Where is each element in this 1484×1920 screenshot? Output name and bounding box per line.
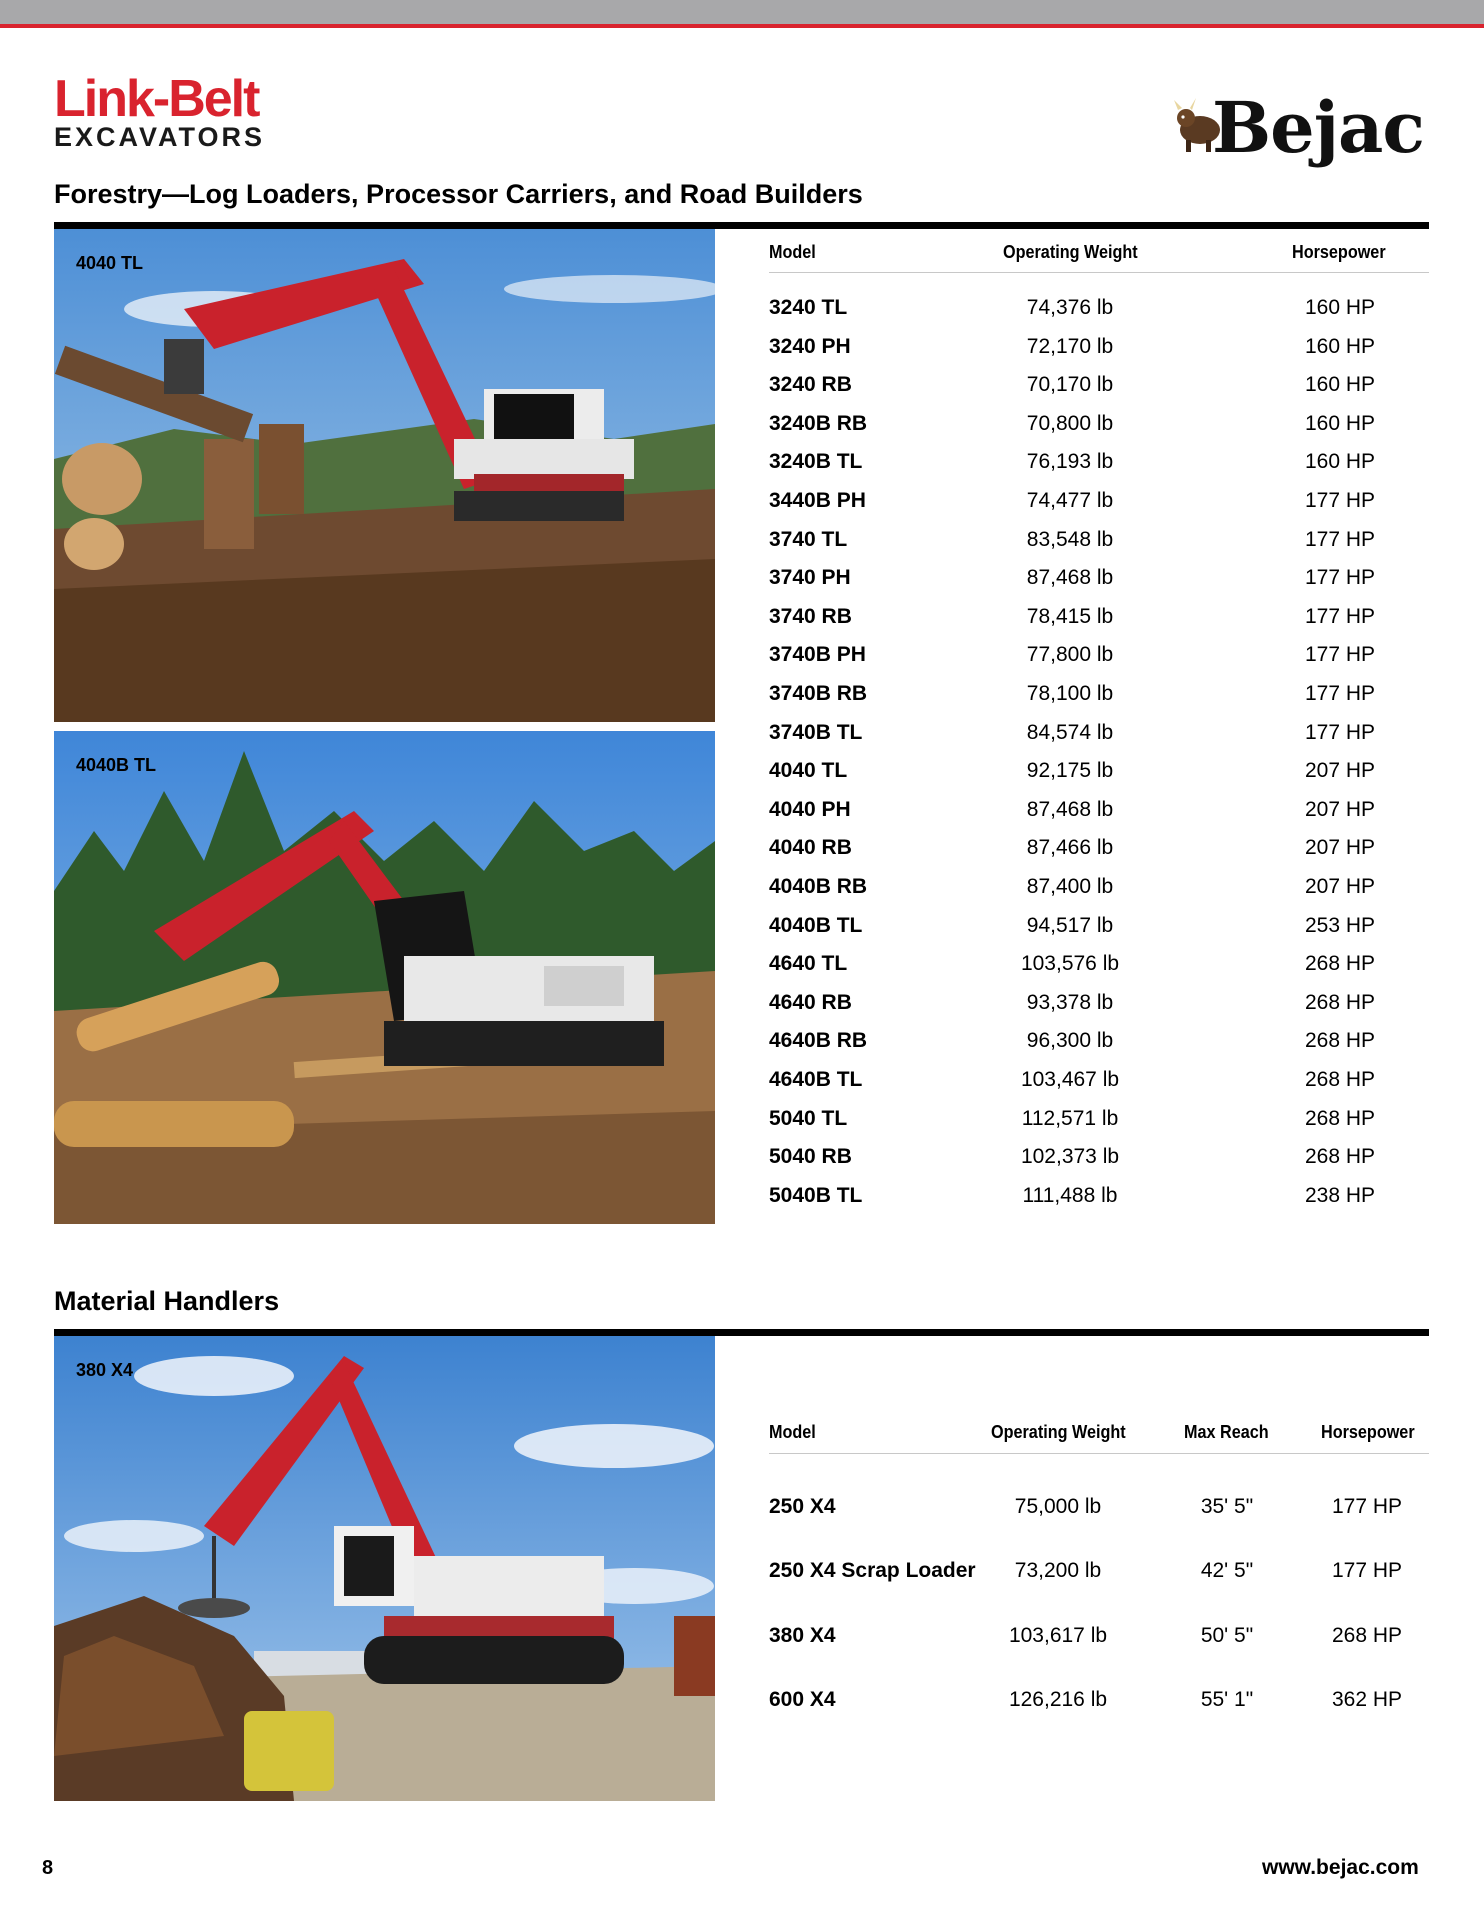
weight-cell: 102,373 lb: [1020, 1145, 1120, 1169]
horsepower-cell: 207 HP: [1304, 875, 1376, 898]
photo-4040-tl: [54, 229, 715, 722]
weight-cell: 111,488 lb: [1022, 1183, 1118, 1207]
header-rule: [769, 272, 1429, 273]
log-loader-image: [54, 229, 715, 722]
max-reach-cell: 55' 1": [1200, 1687, 1254, 1711]
model-cell: 4040B RB: [769, 875, 868, 898]
weight-cell: 87,468 lb: [1026, 797, 1114, 821]
horsepower-cell: 160 HP: [1304, 296, 1376, 319]
weight-cell: 84,574 lb: [1026, 720, 1114, 744]
forestry-title: Forestry—Log Loaders, Processor Carriers, and Road Builders: [54, 179, 863, 209]
weight-cell: 78,100 lb: [1026, 682, 1114, 705]
col-header-weight: Operating Weight: [1003, 242, 1138, 262]
weight-cell: 103,467 lb: [1020, 1068, 1120, 1091]
model-cell: 250 X4 Scrap Loader: [769, 1559, 976, 1583]
horsepower-cell: 253 HP: [1304, 913, 1376, 937]
model-cell: 4640 RB: [769, 990, 852, 1014]
horsepower-cell: 268 HP: [1304, 1145, 1376, 1169]
weight-cell: 112,571 lb: [1021, 1106, 1119, 1130]
weight-cell: 87,468 lb: [1026, 566, 1114, 590]
col-header-model: Model: [769, 242, 816, 262]
horsepower-cell: 207 HP: [1304, 836, 1376, 860]
photo-caption: 4040B TL: [76, 755, 157, 775]
weight-cell: 77,800 lb: [1026, 643, 1114, 667]
model-cell: 4640 TL: [769, 952, 848, 976]
model-cell: 4040 TL: [769, 759, 848, 783]
header-rule: [769, 1453, 1429, 1454]
photo-4040b-tl: [54, 731, 715, 1224]
horsepower-cell: 177 HP: [1304, 489, 1376, 512]
weight-cell: 74,376 lb: [1026, 296, 1114, 319]
link-belt-logo: [54, 70, 266, 152]
link-belt-subtitle: EXCAVATORS: [54, 122, 266, 152]
model-cell: 3740 PH: [769, 566, 851, 590]
link-belt-brand: Link-Belt: [54, 70, 259, 128]
model-cell: 4640B RB: [769, 1029, 868, 1053]
model-cell: 250 X4: [769, 1495, 836, 1518]
weight-cell: 87,466 lb: [1026, 836, 1114, 860]
weight-cell: 126,216 lb: [1008, 1687, 1108, 1711]
weight-cell: 103,576 lb: [1020, 952, 1120, 976]
weight-cell: 73,200 lb: [1014, 1559, 1102, 1583]
weight-cell: 83,548 lb: [1026, 527, 1114, 551]
model-cell: 5040 TL: [769, 1106, 848, 1130]
material-handler-image: [54, 1336, 715, 1801]
model-cell: 3740 TL: [769, 527, 848, 551]
col-header-weight: Operating Weight: [991, 1422, 1126, 1442]
max-reach-cell: 50' 5": [1200, 1623, 1254, 1647]
horsepower-cell: 177 HP: [1304, 682, 1376, 705]
horsepower-cell: 160 HP: [1304, 334, 1376, 358]
model-cell: 4040 PH: [769, 797, 851, 821]
photo-380-x4: [54, 1336, 715, 1801]
horsepower-cell: 238 HP: [1304, 1183, 1376, 1207]
horsepower-cell: 160 HP: [1304, 411, 1376, 435]
model-cell: 5040 RB: [769, 1145, 852, 1169]
website-link[interactable]: www.bejac.com: [1262, 1856, 1419, 1879]
col-header-horsepower: Horsepower: [1292, 242, 1386, 262]
col-header-model: Model: [769, 1422, 816, 1442]
col-header-max-reach: Max Reach: [1184, 1422, 1269, 1442]
weight-cell: 96,300 lb: [1026, 1029, 1114, 1053]
horsepower-cell: 268 HP: [1331, 1623, 1403, 1647]
horsepower-cell: 177 HP: [1304, 604, 1376, 628]
model-cell: 3240B TL: [769, 450, 863, 474]
horsepower-cell: 160 HP: [1304, 373, 1376, 397]
horsepower-cell: 177 HP: [1331, 1559, 1403, 1583]
model-cell: 600 X4: [769, 1687, 836, 1711]
page-number: 8: [42, 1857, 54, 1879]
forestry-rule: [54, 222, 1429, 229]
horsepower-cell: 177 HP: [1304, 566, 1376, 590]
model-cell: 3740B PH: [769, 643, 866, 667]
weight-cell: 70,800 lb: [1026, 411, 1114, 435]
log-loader-image: [54, 731, 715, 1224]
weight-cell: 72,170 lb: [1026, 334, 1114, 358]
weight-cell: 94,517 lb: [1026, 913, 1114, 937]
weight-cell: 93,378 lb: [1026, 990, 1114, 1014]
model-cell: 4040B TL: [769, 913, 863, 937]
horsepower-cell: 268 HP: [1304, 1068, 1376, 1091]
weight-cell: 92,175 lb: [1026, 759, 1114, 783]
horsepower-cell: 207 HP: [1304, 797, 1376, 821]
model-cell: 3740B RB: [769, 682, 868, 705]
model-cell: 380 X4: [769, 1623, 836, 1647]
top-gray-bar: [0, 0, 1484, 24]
model-cell: 4040 RB: [769, 836, 852, 860]
horsepower-cell: 177 HP: [1304, 720, 1376, 744]
horsepower-cell: 177 HP: [1304, 643, 1376, 667]
model-cell: 3440B PH: [769, 489, 866, 512]
weight-cell: 87,400 lb: [1026, 875, 1114, 898]
photo-caption: 4040 TL: [76, 253, 144, 273]
horsepower-cell: 160 HP: [1304, 450, 1376, 474]
max-reach-cell: 42' 5": [1200, 1559, 1254, 1583]
bejac-wordmark: Bejac: [1212, 86, 1425, 169]
bejac-logo: [1172, 88, 1432, 176]
weight-cell: 76,193 lb: [1026, 450, 1114, 474]
weight-cell: 70,170 lb: [1026, 373, 1114, 397]
model-cell: 3240B RB: [769, 411, 868, 435]
weight-cell: 78,415 lb: [1026, 604, 1114, 628]
horsepower-cell: 268 HP: [1304, 1106, 1376, 1130]
weight-cell: 75,000 lb: [1014, 1495, 1102, 1518]
col-header-horsepower: Horsepower: [1321, 1422, 1415, 1442]
horsepower-cell: 268 HP: [1304, 990, 1376, 1014]
model-cell: 3240 TL: [769, 296, 848, 319]
weight-cell: 74,477 lb: [1026, 489, 1114, 512]
horsepower-cell: 268 HP: [1304, 1029, 1376, 1053]
model-cell: 3240 PH: [769, 334, 851, 358]
model-cell: 3740B TL: [769, 720, 863, 744]
max-reach-cell: 35' 5": [1200, 1495, 1254, 1518]
model-cell: 4640B TL: [769, 1068, 863, 1091]
model-cell: 3740 RB: [769, 604, 852, 628]
horsepower-cell: 207 HP: [1304, 759, 1376, 783]
material-rule: [54, 1329, 1429, 1336]
material-title: Material Handlers: [54, 1286, 280, 1316]
horsepower-cell: 362 HP: [1331, 1687, 1403, 1711]
weight-cell: 103,617 lb: [1008, 1623, 1108, 1647]
horsepower-cell: 177 HP: [1304, 527, 1376, 551]
horsepower-cell: 177 HP: [1331, 1495, 1403, 1518]
photo-caption: 380 X4: [76, 1360, 134, 1380]
model-cell: 5040B TL: [769, 1183, 863, 1207]
top-red-line: [0, 24, 1484, 28]
horsepower-cell: 268 HP: [1304, 952, 1376, 976]
model-cell: 3240 RB: [769, 373, 852, 397]
